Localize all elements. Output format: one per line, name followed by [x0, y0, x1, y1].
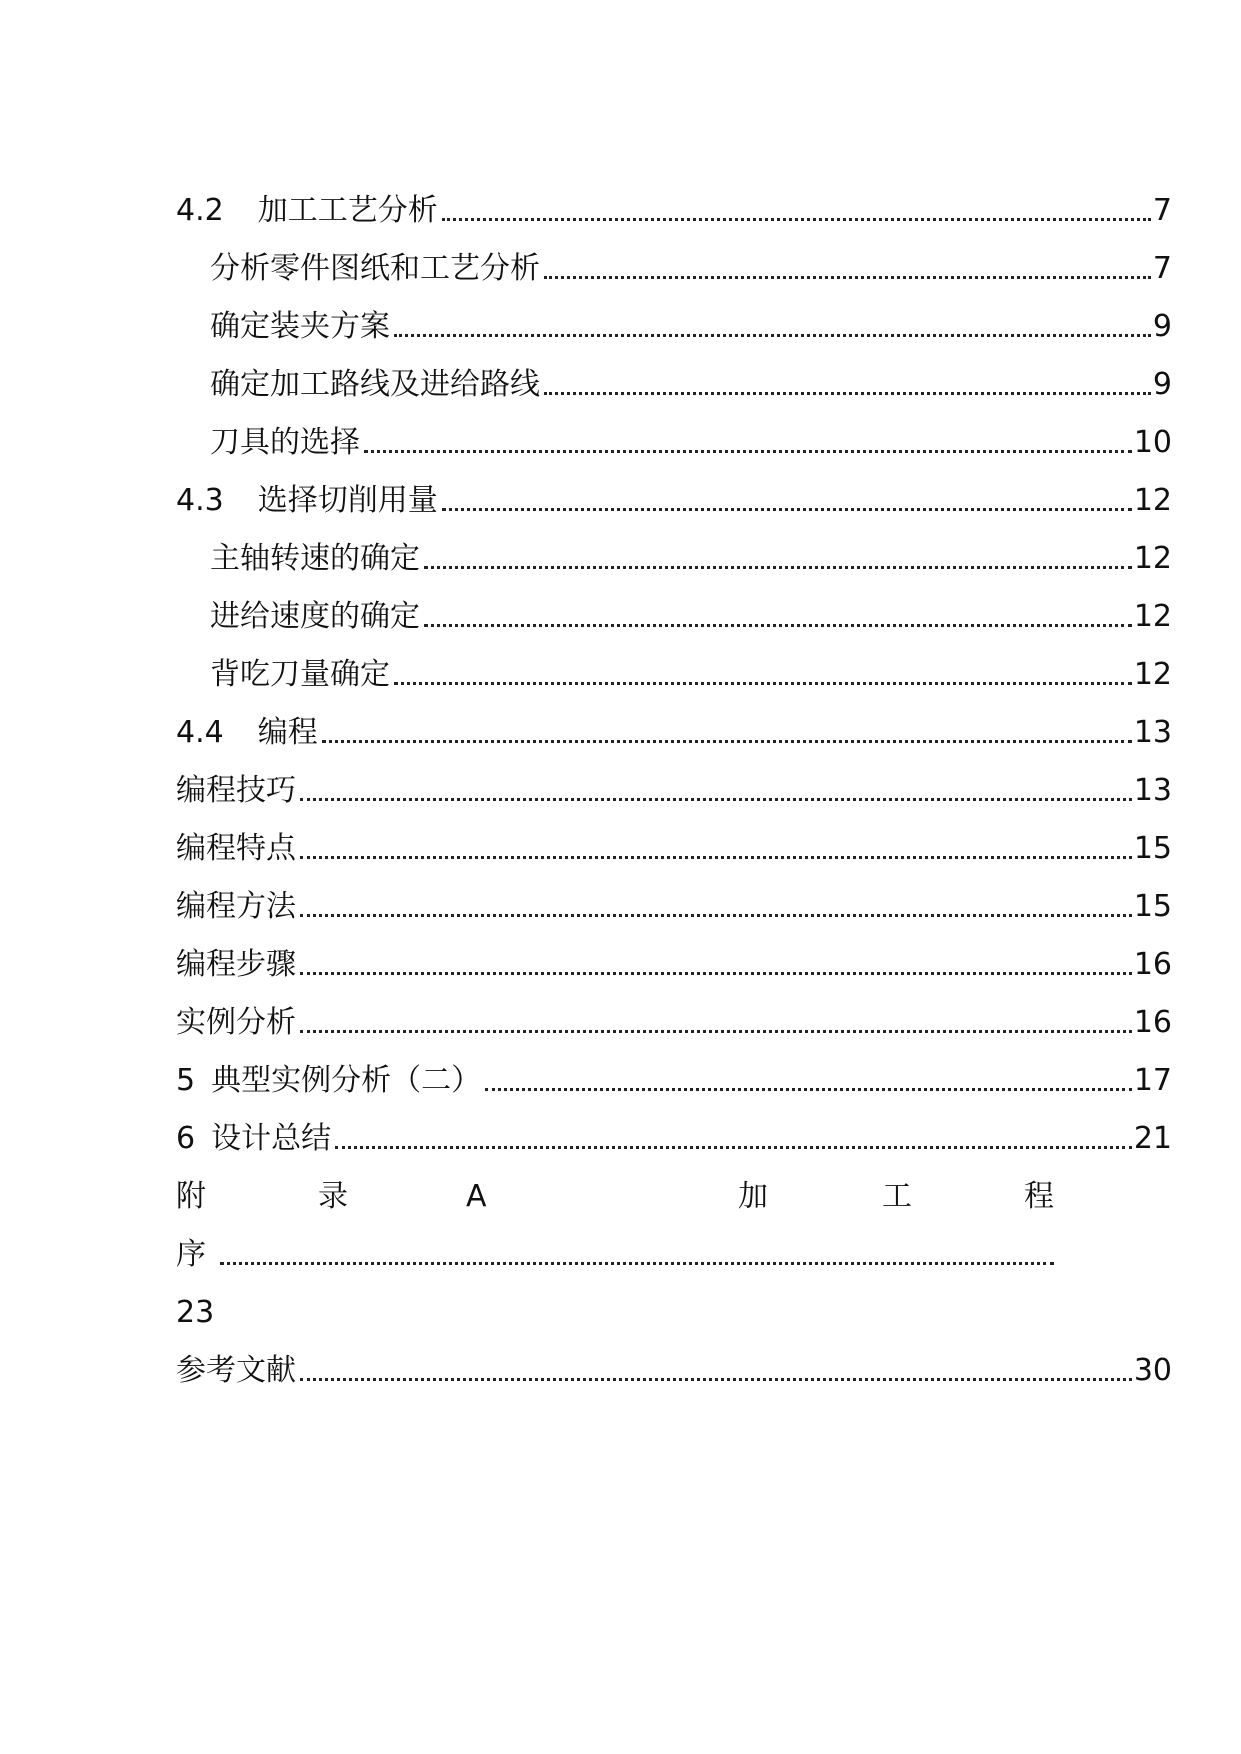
entry-title: 编程方法: [176, 889, 296, 924]
appendix-char: 工: [882, 1179, 912, 1214]
entry-title: 典型实例分析（二）: [211, 1063, 482, 1098]
toc-entry[interactable]: [176, 945, 1172, 985]
toc-entry[interactable]: [176, 1003, 1172, 1043]
page-number: 16: [1133, 1005, 1172, 1040]
entry-title: 编程步骤: [176, 947, 296, 982]
appendix-char: A: [466, 1179, 487, 1214]
entry-title: 编程特点: [176, 831, 296, 866]
dot-leader: [300, 844, 1132, 859]
dot-leader: [544, 264, 1151, 279]
dot-leader: [335, 1134, 1132, 1149]
page-number: 10: [1133, 425, 1172, 460]
page-number: 7: [1152, 251, 1172, 286]
dot-leader: [322, 728, 1132, 743]
page-number: 15: [1133, 889, 1172, 924]
page-number: 12: [1133, 657, 1172, 692]
section-number: 4.3: [176, 483, 224, 518]
toc-entry[interactable]: [176, 539, 1172, 579]
section-number: 4.4: [176, 715, 224, 750]
page-number: 12: [1133, 541, 1172, 576]
dot-leader: [485, 1076, 1132, 1091]
page-number: 9: [1152, 309, 1172, 344]
dot-leader: [424, 554, 1132, 569]
entry-title: 分析零件图纸和工艺分析: [210, 251, 540, 286]
dot-leader: [442, 496, 1132, 511]
page-number: 21: [1133, 1121, 1172, 1156]
chapter-number: 6: [176, 1121, 196, 1156]
dot-leader: [220, 1250, 1054, 1265]
entry-title: 加工工艺分析: [257, 193, 438, 228]
toc-entry-4-4[interactable]: [176, 713, 1172, 753]
dot-leader: [300, 1018, 1132, 1033]
entry-title: 确定装夹方案: [210, 309, 390, 344]
dot-leader: [364, 438, 1132, 453]
page-number: 9: [1152, 367, 1172, 402]
toc-entry-appendix-page[interactable]: [176, 1293, 1172, 1333]
toc-entry-4-3[interactable]: [176, 481, 1172, 521]
dot-leader: [300, 960, 1132, 975]
entry-title: 参考文献: [176, 1353, 296, 1388]
entry-title: 进给速度的确定: [210, 599, 420, 634]
page-number: 7: [1152, 193, 1172, 228]
dot-leader: [394, 322, 1151, 337]
toc-entry-references[interactable]: [176, 1351, 1172, 1391]
entry-title: 主轴转速的确定: [210, 541, 420, 576]
toc-entry[interactable]: [176, 423, 1172, 463]
entry-title: 设计总结: [211, 1121, 332, 1156]
appendix-char: 附: [176, 1179, 206, 1214]
entry-title: 背吃刀量确定: [210, 657, 390, 692]
section-number: 4.2: [176, 193, 224, 228]
dot-leader: [300, 786, 1132, 801]
toc-entry[interactable]: [176, 829, 1172, 869]
appendix-char: 程: [1024, 1179, 1054, 1214]
toc-entry-chapter-5[interactable]: [176, 1061, 1172, 1101]
page-number: 23: [176, 1295, 215, 1330]
entry-title: 序: [176, 1237, 206, 1272]
toc-entry[interactable]: [176, 655, 1172, 695]
chapter-number: 5: [176, 1063, 196, 1098]
entry-title: 选择切削用量: [257, 483, 438, 518]
entry-title: 编程技巧: [176, 773, 296, 808]
page-number: 12: [1133, 599, 1172, 634]
entry-title: 确定加工路线及进给路线: [210, 367, 540, 402]
entry-title: 编程: [257, 715, 318, 750]
dot-leader: [424, 612, 1132, 627]
toc-entry[interactable]: [176, 249, 1172, 289]
toc-entry[interactable]: [176, 365, 1172, 405]
dot-leader: [442, 206, 1151, 221]
toc-entry[interactable]: [176, 771, 1172, 811]
page-number: 30: [1133, 1353, 1172, 1388]
toc-entry[interactable]: [176, 887, 1172, 927]
page-number: 13: [1133, 715, 1172, 750]
dot-leader: [394, 670, 1132, 685]
entry-title: 刀具的选择: [210, 425, 360, 460]
entry-title: 实例分析: [176, 1005, 296, 1040]
page-number: 13: [1133, 773, 1172, 808]
toc-entry-appendix-line2[interactable]: [176, 1235, 1056, 1275]
toc-entry-4-2[interactable]: [176, 191, 1172, 231]
page-number: 17: [1133, 1063, 1172, 1098]
toc-entry[interactable]: [176, 597, 1172, 637]
appendix-char: 录: [318, 1179, 348, 1214]
page-number: 12: [1133, 483, 1172, 518]
page-number: 16: [1133, 947, 1172, 982]
dot-leader: [300, 1366, 1132, 1381]
dot-leader: [544, 380, 1151, 395]
dot-leader: [300, 902, 1132, 917]
toc-entry[interactable]: [176, 307, 1172, 347]
page-number: 15: [1133, 831, 1172, 866]
toc-entry-chapter-6[interactable]: [176, 1119, 1172, 1159]
appendix-char: 加: [738, 1179, 768, 1214]
